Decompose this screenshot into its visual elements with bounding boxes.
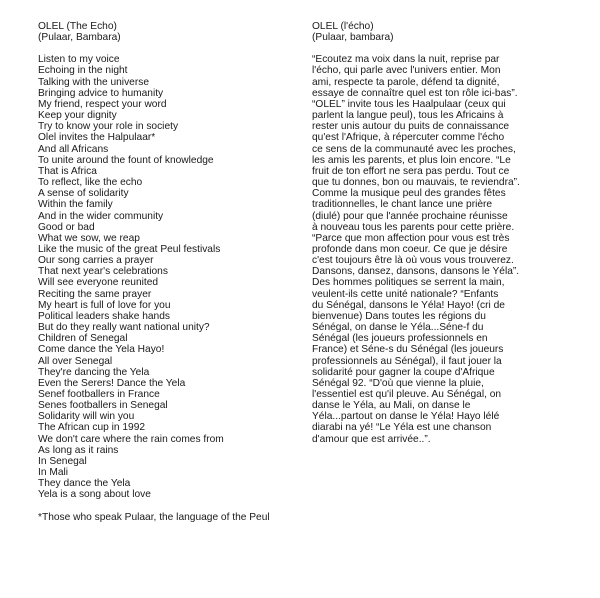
lyric-line: Within the family <box>38 199 113 211</box>
lyric-line: Des hommes politiques se serrent la main, <box>312 277 505 289</box>
lyric-line: Echoing in the night <box>38 65 128 77</box>
lyric-line: parlent la langue peul), tous les Africains à <box>312 110 504 122</box>
lyric-line: “Ecoutez ma voix dans la nuit, reprise par <box>312 54 500 66</box>
lyric-line: All over Senegal <box>38 355 113 367</box>
lyric-line: ami, respecte ta parole, défend ta dignité, <box>312 76 500 88</box>
lyric-line: à nouveau tous les parents pour cette prière. <box>312 221 515 233</box>
lyric-line: Bringing advice to humanity <box>38 87 164 99</box>
lyric-line: And in the wider community <box>38 210 164 222</box>
french-song-languages: (Pulaar, bambara) <box>312 32 394 44</box>
lyric-line: To reflect, like the echo <box>38 177 143 189</box>
lyric-line: Dansons, dansez, dansons, dansons le Yéla”. <box>312 266 520 278</box>
lyric-line: My friend, respect your word <box>38 98 167 110</box>
lyric-line: c'est toujours être là où vous vous trouverez. <box>312 255 514 267</box>
lyric-line: Come dance the Yela Hayo! <box>38 344 165 356</box>
lyric-line: Yela is a song about love <box>38 489 151 501</box>
lyric-line: que tu donnes, bon ou mauvais, te reviendra”. <box>312 177 520 189</box>
lyric-line: They're dancing the Yela <box>38 366 150 378</box>
lyric-line: France) et Séne-s du Sénégal (les joueurs <box>312 344 504 356</box>
french-song-title: OLEL (l'écho) <box>312 21 374 32</box>
lyric-line: Sénégal (les joueurs professionnels en <box>312 333 488 345</box>
lyric-line: Olel invites the Halpulaar* <box>38 132 156 144</box>
lyric-line: bienvenue) Dans toutes les régions du <box>312 310 486 322</box>
french-lyrics-column <box>312 21 580 445</box>
lyric-line: Reciting the same prayer <box>38 288 152 300</box>
lyric-line: d'amour que est arrivée..”. <box>312 433 431 445</box>
lyric-line: The African cup in 1992 <box>38 422 146 434</box>
lyric-line: professionnels au Sénégal), il faut jouer la <box>312 355 502 367</box>
lyric-line: “Parce que mon affection pour vous est très <box>312 232 510 244</box>
lyric-line: veulent-ils cette unité nationale? “Enfants <box>312 288 499 300</box>
lyric-line: A sense of solidarity <box>38 188 129 200</box>
lyric-line: To unite around the fount of knowledge <box>38 154 214 166</box>
english-song-languages: (Pulaar, Bambara) <box>38 32 121 44</box>
lyric-line: Comme la musique peul des grandes fêtes <box>312 188 506 200</box>
lyric-line: danse le Yéla, au Mali, on danse le <box>312 400 471 412</box>
lyric-line: solidarité pour gagner la coupe d'Afrique <box>312 366 495 378</box>
lyric-line: Sénégal 92. “D'où que vienne la pluie, <box>312 377 484 389</box>
lyric-line: Political leaders shake hands <box>38 310 170 322</box>
lyric-line: Keep your dignity <box>38 110 117 122</box>
lyric-line: What we sow, we reap <box>38 232 140 244</box>
lyric-line: They dance the Yela <box>38 478 131 490</box>
lyric-line: Senef footballers in France <box>38 389 160 400</box>
lyric-line: Listen to my voice <box>38 54 120 66</box>
english-footnote: *Those who speak Pulaar, the language of the Peul <box>38 511 270 523</box>
lyric-line: Children of Senegal <box>38 333 128 345</box>
lyric-line: diarabi na yé! “Le Yéla est une chanson <box>312 422 492 434</box>
lyric-line: l'écho, qui parle avec l'univers entier. Mon <box>312 65 501 77</box>
lyric-line: That is Africa <box>38 165 97 177</box>
lyric-line: Even the Serers! Dance the Yela <box>38 377 186 389</box>
lyric-line: Good or bad <box>38 221 95 233</box>
lyric-line: And all Africans <box>38 143 109 155</box>
lyric-line: (diulé) pour que l'année prochaine réunisse <box>312 210 508 222</box>
lyric-line: l'essentiel est qu'il pleuve. Au Sénégal, on <box>312 389 502 400</box>
lyric-line: Like the music of the great Peul festivals <box>38 243 221 255</box>
lyric-line: “OLEL” invite tous les Haalpulaar (ceux qui <box>312 98 506 110</box>
lyric-line: Try to know your role in society <box>38 121 179 133</box>
lyric-line: Sénégal, on danse le Yéla...Séne-f du <box>312 322 484 334</box>
english-lyrics <box>38 54 298 500</box>
spacer <box>38 43 298 54</box>
lyric-line: les amis les parents, et plus loin encore. “Le <box>312 154 511 166</box>
lyric-line: fruit de ton effort ne sera pas perdu. Tout ce <box>312 165 510 177</box>
lyric-line: As long as it rains <box>38 444 119 456</box>
lyric-line: essaye de connaître quel est ton rôle ici-bas”. <box>312 87 518 99</box>
lyric-line: Will see everyone reunited <box>38 277 159 289</box>
lyric-line: In Senegal <box>38 455 87 467</box>
lyric-line: My heart is full of love for you <box>38 299 171 311</box>
lyric-line: Yéla...partout on danse le Yéla! Hayo lélé <box>312 411 500 423</box>
english-song-title: OLEL (The Echo) <box>38 21 117 32</box>
lyric-line: Talking with the universe <box>38 76 149 88</box>
french-lyrics <box>312 54 580 444</box>
lyric-line: Solidarity will win you <box>38 411 135 423</box>
lyric-line: We don't care where the rain comes from <box>38 433 224 445</box>
english-lyrics-column <box>38 21 298 523</box>
lyric-line: But do they really want national unity? <box>38 322 210 334</box>
lyric-line: That next year's celebrations <box>38 266 168 278</box>
lyric-line: Senes footballers in Senegal <box>38 400 168 412</box>
lyric-line: profonde dans mon coeur. Ce que je désire <box>312 243 508 255</box>
lyric-line: du Sénégal, dansons le Yéla! Hayo! (cri de <box>312 299 505 311</box>
lyric-line: In Mali <box>38 467 69 479</box>
lyric-line: qu'est l'Afrique, à répercuter comme l'écho <box>312 132 505 144</box>
lyric-line: traditionnelles, le chant lance une prière <box>312 199 493 211</box>
spacer <box>312 43 580 54</box>
lyric-line: Our song carries a prayer <box>38 255 154 267</box>
lyric-line: ce sens de la communauté avec les proches, <box>312 143 516 155</box>
lyric-line: rester unis autour du puits de connaissance <box>312 121 510 133</box>
